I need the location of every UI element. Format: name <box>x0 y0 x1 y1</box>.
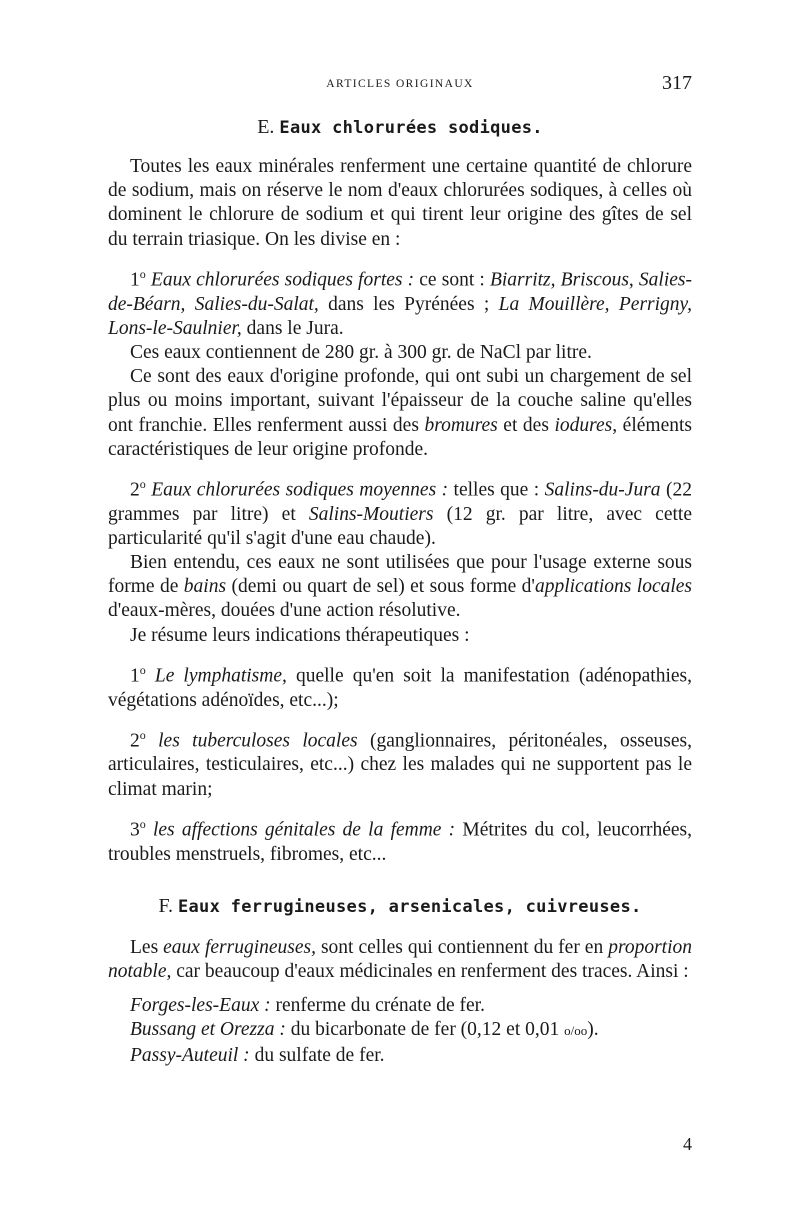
item-1-mid: dans les Pyrénées ; <box>318 293 499 315</box>
indication-3-sup: o <box>139 816 146 831</box>
item-2-bains: bains <box>183 576 227 598</box>
indication-2-sup: o <box>139 727 146 742</box>
item-2-num: 2 <box>130 479 140 501</box>
item-2-usage <box>108 551 692 624</box>
item-1-origin-c: et des <box>497 414 555 436</box>
page <box>108 72 692 1068</box>
item-2-usage-c: (demi ou quart de sel) et sous forme d' <box>226 576 535 598</box>
item-2-place-a: Salins-du-Jura <box>544 479 661 501</box>
item-2-place-b: Salins-Moutiers <box>308 503 434 525</box>
item-2-label: Eaux chlorurées sodiques moyennes : <box>151 479 449 501</box>
item-1-pre: ce sont : <box>414 269 490 291</box>
indication-2-num: 2 <box>130 730 140 752</box>
indication-1-label: Le lymphatisme, <box>154 665 287 687</box>
item-2-applications: applications locales <box>534 576 693 598</box>
item-1-paragraph <box>108 262 692 341</box>
indications-intro: Je résume leurs indications thérapeutiques : <box>130 624 470 646</box>
section-f-letter: F. <box>158 894 173 917</box>
section-f-intro-e: car beaucoup d'eaux médicinales en renferment des traces. Ainsi : <box>171 960 689 982</box>
item-1-post: dans le Jura. <box>241 317 344 339</box>
item-1-places-b: La Mouillère, Perrigny, Lons-le-Saulnier, <box>108 293 692 339</box>
section-f-intro <box>108 936 692 984</box>
item-1-num: 1 <box>130 269 140 291</box>
item-1-origin <box>108 365 692 462</box>
indication-1-text: quelle qu'en soit la manifestation (adénopathies, végétations adénoïdes, etc...); <box>108 665 692 711</box>
indication-2-text: (ganglionnaires, péritonéales, osseuses, articulaires, testiculaires, etc...) chez les malades qui ne supportent pas le climat marin; <box>108 730 693 800</box>
indication-1-sup: o <box>139 662 146 677</box>
item-1-sup: o <box>139 266 146 281</box>
page-number: 317 <box>662 72 692 94</box>
item-2-sup: o <box>139 476 146 491</box>
item-2-paragraph <box>108 472 692 551</box>
section-f-intro-c: sont celles qui contiennent du fer en <box>315 936 609 958</box>
section-f-title: Eaux ferrugineuses, arsenicales, cuivreuses. <box>177 896 642 917</box>
example-forges <box>108 994 692 1018</box>
section-e-intro: Toutes les eaux minérales renferment une certaine quantité de chlorure de sodium, mais on réserve le nom d'eaux chlorurées sodiques, à celles où dominent le chlorure de sodium et qui tirent leur origine des gîtes de sel du terrain triasique. On les divise en : <box>108 156 692 250</box>
section-f-intro-b: eaux ferrugineuses, <box>163 936 316 958</box>
section-f-heading <box>108 895 692 918</box>
section-e-letter: E. <box>257 116 275 138</box>
running-header <box>108 72 692 102</box>
item-1-concentration: Ces eaux contiennent de 280 gr. à 300 gr. de NaCl par litre. <box>130 341 592 363</box>
example-bussang <box>108 1018 692 1043</box>
example-bussang-unit: o/oo <box>564 1023 588 1039</box>
section-e-heading <box>108 116 692 139</box>
example-passy <box>108 1044 692 1068</box>
item-1-label: Eaux chlorurées sodiques fortes : <box>150 269 415 291</box>
item-1-origin-a: Ce sont des eaux d'origine profonde, qui ont subi un chargement de sel plus ou moins important, suivant l'épaisseur de la couche saline qu'elles ont franchie. Elles renferment aussi des <box>108 366 692 436</box>
item-2-pre: telles que : <box>448 479 545 501</box>
indication-2 <box>108 723 692 802</box>
example-forges-text: renferme du crénate de fer. <box>270 995 485 1017</box>
page-footer-mark: 4 <box>683 1134 692 1154</box>
indication-3-num: 3 <box>130 819 140 841</box>
indication-1 <box>108 658 692 713</box>
item-2-mid: (22 grammes par litre) et <box>108 479 692 525</box>
indication-3-text: Métrites du col, leucorrhées, troubles menstruels, fibromes, etc... <box>108 819 693 865</box>
example-passy-text: du sulfate de fer. <box>249 1044 385 1066</box>
example-bussang-text: du bicarbonate de fer (0,12 et 0,01 <box>285 1019 565 1041</box>
item-2-usage-a: Bien entendu, ces eaux ne sont utilisées que pour l'usage externe sous forme de <box>108 552 692 598</box>
example-forges-place: Forges-les-Eaux : <box>130 995 271 1017</box>
section-f-intro-a: Les <box>130 936 164 958</box>
item-1-places-a: Biarritz, Briscous, Salies-de-Béarn, Salies-du-Salat, <box>108 269 692 315</box>
indication-3-label: les affections génitales de la femme : <box>152 819 456 841</box>
indication-2-label: les tuberculoses locales <box>158 730 358 752</box>
item-1-iodures: iodures <box>554 414 613 436</box>
example-bussang-place: Bussang et Orezza : <box>130 1019 286 1041</box>
item-1-origin-e: , éléments caractéristiques de leur origine profonde. <box>108 414 692 460</box>
example-passy-place: Passy-Auteuil : <box>130 1044 250 1066</box>
item-1-bromures: bromures <box>424 414 498 436</box>
example-bussang-close: ). <box>587 1019 599 1041</box>
section-e-title: Eaux chlorurées sodiques. <box>279 118 543 138</box>
item-2-usage-e: d'eaux-mères, douées d'une action résolutive. <box>108 600 461 622</box>
indication-3 <box>108 812 692 867</box>
item-2-post: (12 gr. par litre, avec cette particularité qu'il s'agit d'une eau chaude). <box>108 503 692 549</box>
running-title: ARTICLES ORIGINAUX <box>326 78 474 90</box>
section-f-intro-d: proportion notable, <box>108 936 692 982</box>
indication-1-num: 1 <box>130 665 140 687</box>
